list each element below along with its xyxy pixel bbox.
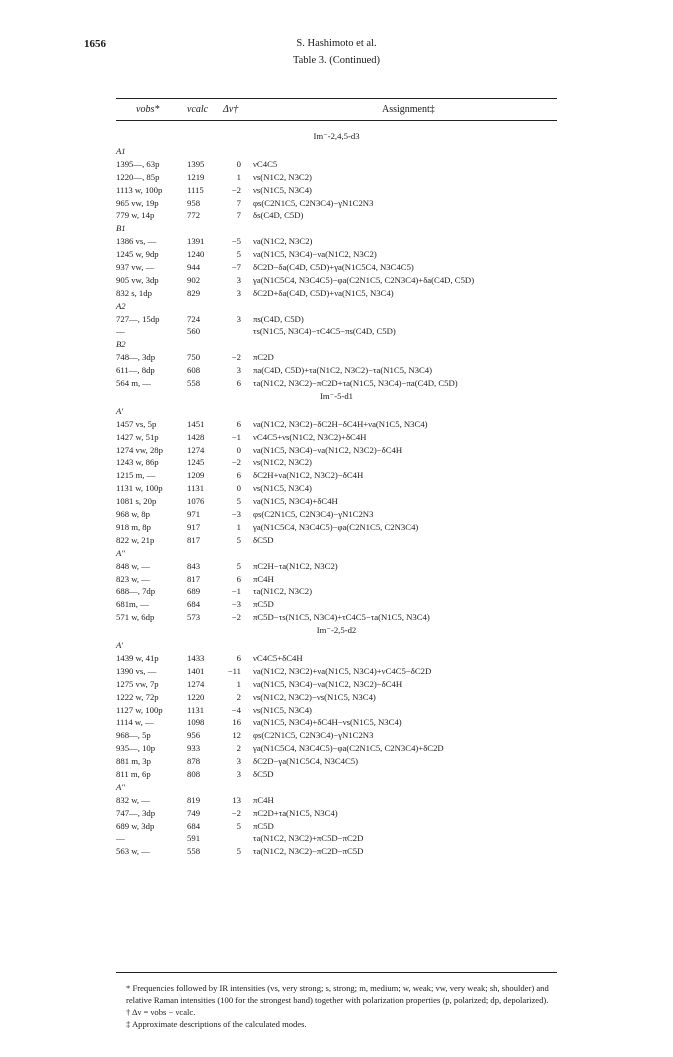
table-row xyxy=(0,560,673,573)
table-row xyxy=(0,716,673,729)
header-calc: νcalc xyxy=(187,104,209,115)
table-row xyxy=(0,209,673,222)
footnote-ddagger: ‡ Approximate descriptions of the calculated modes. xyxy=(126,1019,307,1029)
table-row xyxy=(0,364,673,377)
cell-assignment: πC2H−τa(N1C2, N3C2) xyxy=(253,560,338,571)
cell-obs: 1220—, 85p xyxy=(116,171,160,182)
cell-dv: 5 xyxy=(236,820,241,831)
cell-assignment: φs(C2N1C5, C2N3C4)−γN1C2N3 xyxy=(253,730,374,741)
cell-calc: 1131 xyxy=(187,704,205,715)
cell-dv: 7 xyxy=(236,197,241,208)
symmetry-label xyxy=(0,222,673,235)
cell-obs: 1243 w, 86p xyxy=(116,457,159,468)
table-row xyxy=(0,313,673,326)
table-header-rule xyxy=(116,120,557,121)
cell-calc: 1391 xyxy=(187,236,205,247)
cell-calc: 608 xyxy=(187,365,201,376)
cell-dv: 2 xyxy=(236,691,241,702)
table-body xyxy=(0,130,673,858)
cell-obs: 881 m, 3p xyxy=(116,756,151,767)
cell-obs: 1439 w, 41p xyxy=(116,652,159,663)
table-top-rule xyxy=(116,98,557,99)
cell-calc: 944 xyxy=(187,262,201,273)
symmetry-label-text: A2 xyxy=(116,300,126,311)
cell-obs: 1081 s, 20p xyxy=(116,496,157,507)
cell-obs: 1222 w, 72p xyxy=(116,691,159,702)
cell-assignment: νa(N1C2, N3C2) xyxy=(253,236,313,247)
table-row xyxy=(0,444,673,457)
table-row xyxy=(0,611,673,624)
footnote-dagger: † Δν = νobs − νcalc. xyxy=(126,1007,196,1017)
cell-calc: 684 xyxy=(187,599,201,610)
cell-obs: 968 w, 8p xyxy=(116,509,150,520)
cell-dv: −2 xyxy=(231,184,241,195)
cell-dv: −3 xyxy=(231,599,241,610)
table-row xyxy=(0,508,673,521)
cell-dv: 3 xyxy=(236,365,241,376)
cell-assignment: δC2D+δa(C4D, C5D)+νa(N1C5, N3C4) xyxy=(253,287,394,298)
table-row xyxy=(0,794,673,807)
table-row xyxy=(0,158,673,171)
cell-assignment: νs(N1C5, N3C4) xyxy=(253,184,312,195)
cell-obs: 965 vw, 19p xyxy=(116,197,159,208)
cell-assignment: πC5D xyxy=(253,599,274,610)
cell-obs: — xyxy=(116,326,125,337)
cell-assignment: δC5D xyxy=(253,534,274,545)
table-row xyxy=(0,197,673,210)
cell-calc: 1131 xyxy=(187,483,205,494)
table-row xyxy=(0,585,673,598)
cell-obs: 748—, 3dp xyxy=(116,352,156,363)
cell-calc: 956 xyxy=(187,730,201,741)
section-heading-text: Im⁻-5-d1 xyxy=(319,390,354,401)
footnote-star: * Frequencies followed by IR intensities (vs, very strong; s, strong; m, medium; w, weak; vw, very weak; sh, shoulder) and relative Raman intensities (100 for the strongest band) together with polarization properties (p, polarized; dp, depolarized). xyxy=(126,983,549,1005)
table-row xyxy=(0,456,673,469)
cell-assignment: πC5D−τs(N1C5, N3C4)+τC4C5−τa(N1C5, N3C4) xyxy=(253,612,430,623)
table-row xyxy=(0,820,673,833)
table-row xyxy=(0,418,673,431)
symmetry-label xyxy=(0,300,673,313)
table-row xyxy=(0,573,673,586)
cell-obs: 1386 vs, — xyxy=(116,236,157,247)
cell-assignment: νa(N1C5, N3C4)−νa(N1C2, N3C2) xyxy=(253,249,377,260)
symmetry-label xyxy=(0,547,673,560)
cell-obs: 1245 w, 9dp xyxy=(116,249,159,260)
cell-dv: −1 xyxy=(231,586,241,597)
cell-obs: 937 vw, — xyxy=(116,262,155,273)
cell-dv: 5 xyxy=(236,534,241,545)
cell-dv: 5 xyxy=(236,249,241,260)
header-dv: Δν† xyxy=(223,104,239,115)
cell-assignment: νa(N1C2, N3C2)+νa(N1C5, N3C4)+νC4C5−δC2D xyxy=(253,665,432,676)
cell-obs: 1274 vw, 28p xyxy=(116,444,163,455)
table-row xyxy=(0,768,673,781)
cell-dv: −2 xyxy=(231,457,241,468)
table-row xyxy=(0,832,673,845)
cell-dv: 6 xyxy=(236,573,241,584)
cell-assignment: νa(N1C5, N3C4)+δC4H xyxy=(253,496,338,507)
cell-dv: 6 xyxy=(236,378,241,389)
cell-dv: 0 xyxy=(236,158,241,169)
table-row xyxy=(0,482,673,495)
cell-dv: −11 xyxy=(227,665,241,676)
table-row xyxy=(0,845,673,858)
cell-calc: 1098 xyxy=(187,717,205,728)
cell-obs: 1113 w, 100p xyxy=(116,184,163,195)
cell-dv: 1 xyxy=(236,521,241,532)
cell-assignment: πs(C4D, C5D) xyxy=(253,313,304,324)
cell-obs: 918 m, 8p xyxy=(116,521,151,532)
cell-assignment: νa(N1C5, N3C4)−νa(N1C2, N3C2)−δC4H xyxy=(253,444,403,455)
table-row xyxy=(0,248,673,261)
cell-dv: −2 xyxy=(231,807,241,818)
table-row xyxy=(0,678,673,691)
table-row xyxy=(0,755,673,768)
symmetry-label xyxy=(0,781,673,794)
cell-dv: 6 xyxy=(236,470,241,481)
cell-obs: 832 s, 1dp xyxy=(116,287,152,298)
cell-assignment: νs(N1C5, N3C4) xyxy=(253,704,312,715)
cell-assignment: πa(C4D, C5D)+τa(N1C2, N3C2)−τa(N1C5, N3C4) xyxy=(253,365,432,376)
cell-obs: 968—, 5p xyxy=(116,730,151,741)
table-row xyxy=(0,325,673,338)
cell-calc: 1245 xyxy=(187,457,205,468)
cell-calc: 1401 xyxy=(187,665,205,676)
cell-calc: 591 xyxy=(187,833,201,844)
cell-obs: 681m, — xyxy=(116,599,149,610)
table-row xyxy=(0,704,673,717)
cell-calc: 843 xyxy=(187,560,201,571)
table-row xyxy=(0,171,673,184)
cell-calc: 1240 xyxy=(187,249,205,260)
table-row xyxy=(0,691,673,704)
cell-dv: −2 xyxy=(231,612,241,623)
cell-assignment: τa(N1C2, N3C2)+πC5D−πC2D xyxy=(253,833,364,844)
running-head: S. Hashimoto et al. xyxy=(296,38,377,49)
cell-obs: 1114 w, — xyxy=(116,717,154,728)
cell-obs: 1457 vs, 5p xyxy=(116,418,157,429)
cell-obs: 1131 w, 100p xyxy=(116,483,163,494)
section-heading-text: Im⁻-2,5-d2 xyxy=(316,625,357,636)
cell-obs: — xyxy=(116,833,125,844)
table-header-row xyxy=(0,102,673,118)
cell-dv: 6 xyxy=(236,418,241,429)
cell-assignment: νa(N1C5, N3C4)−νa(N1C2, N3C2)−δC4H xyxy=(253,678,403,689)
cell-calc: 1433 xyxy=(187,652,205,663)
cell-dv: 5 xyxy=(236,846,241,857)
cell-obs: 832 w, — xyxy=(116,794,150,805)
cell-obs: 611—, 8dp xyxy=(116,365,155,376)
cell-assignment: νs(N1C2, N3C2) xyxy=(253,457,312,468)
table-caption: Table 3. (Continued) xyxy=(292,55,381,66)
section-heading xyxy=(0,390,673,405)
table-row xyxy=(0,534,673,547)
cell-calc: 819 xyxy=(187,794,201,805)
cell-assignment: πC4H xyxy=(253,573,274,584)
cell-assignment: νs(N1C2, N3C2)−νs(N1C5, N3C4) xyxy=(253,691,376,702)
table-row xyxy=(0,742,673,755)
cell-dv: 12 xyxy=(232,730,241,741)
cell-assignment: φs(C2N1C5, C2N3C4)−γN1C2N3 xyxy=(253,197,374,208)
cell-obs: 823 w, — xyxy=(116,573,150,584)
cell-obs: 747—, 3dp xyxy=(116,807,156,818)
cell-calc: 917 xyxy=(187,521,201,532)
cell-assignment: δC2D−γa(N1C5C4, N3C4C5) xyxy=(253,756,359,767)
cell-assignment: νC4C5+νs(N1C2, N3C2)+δC4H xyxy=(253,431,367,442)
header-obs: νobs* xyxy=(136,104,160,115)
section-heading xyxy=(0,624,673,639)
cell-obs: 563 w, — xyxy=(116,846,150,857)
cell-dv: 1 xyxy=(236,171,241,182)
table-row xyxy=(0,469,673,482)
footnotes xyxy=(116,982,561,1030)
cell-dv: 0 xyxy=(236,483,241,494)
cell-dv: 6 xyxy=(236,652,241,663)
cell-dv: 16 xyxy=(232,717,241,728)
cell-dv: −4 xyxy=(231,704,241,715)
cell-calc: 933 xyxy=(187,743,201,754)
table-row xyxy=(0,729,673,742)
cell-dv: 3 xyxy=(236,768,241,779)
symmetry-label-text: A′ xyxy=(116,640,124,651)
section-heading xyxy=(0,130,673,145)
cell-calc: 817 xyxy=(187,534,201,545)
cell-dv: 0 xyxy=(236,444,241,455)
symmetry-label-text: A″ xyxy=(116,547,125,558)
cell-assignment: δC2D−δa(C4D, C5D)+γa(N1C5C4, N3C4C5) xyxy=(253,262,414,273)
table-row xyxy=(0,652,673,665)
table-row xyxy=(0,274,673,287)
cell-assignment: νa(N1C5, N3C4)+δC4H−νs(N1C5, N3C4) xyxy=(253,717,402,728)
cell-dv: 2 xyxy=(236,743,241,754)
symmetry-label xyxy=(0,145,673,158)
page-number: 1656 xyxy=(84,38,106,50)
cell-obs: 779 w, 14p xyxy=(116,210,155,221)
table-row xyxy=(0,665,673,678)
symmetry-label-text: B1 xyxy=(116,223,126,234)
cell-dv: 3 xyxy=(236,313,241,324)
cell-assignment: δC2H+νa(N1C2, N3C2)−δC4H xyxy=(253,470,364,481)
cell-obs: 1127 w, 100p xyxy=(116,704,163,715)
cell-assignment: τs(N1C5, N3C4)−τC4C5−πs(C4D, C5D) xyxy=(253,326,396,337)
cell-assignment: νs(N1C2, N3C2) xyxy=(253,171,312,182)
cell-obs: 811 m, 6p xyxy=(116,768,151,779)
cell-dv: −5 xyxy=(231,236,241,247)
table-row xyxy=(0,807,673,820)
cell-assignment: τa(N1C2, N3C2)−πC2D+τa(N1C5, N3C4)−πa(C4D, C5D) xyxy=(253,378,458,389)
cell-calc: 1220 xyxy=(187,691,205,702)
cell-obs: 727—, 15dp xyxy=(116,313,160,324)
cell-dv: 13 xyxy=(232,794,241,805)
cell-calc: 558 xyxy=(187,846,201,857)
cell-dv: 3 xyxy=(236,287,241,298)
cell-calc: 772 xyxy=(187,210,201,221)
cell-dv: −7 xyxy=(231,262,241,273)
cell-assignment: δs(C4D, C5D) xyxy=(253,210,304,221)
cell-assignment: φs(C2N1C5, C2N3C4)−γN1C2N3 xyxy=(253,509,374,520)
table-row xyxy=(0,377,673,390)
cell-dv: 3 xyxy=(236,756,241,767)
symmetry-label xyxy=(0,338,673,351)
cell-dv: 5 xyxy=(236,560,241,571)
symmetry-label xyxy=(0,405,673,418)
cell-calc: 749 xyxy=(187,807,201,818)
cell-calc: 1274 xyxy=(187,678,205,689)
cell-assignment: δC5D xyxy=(253,768,274,779)
cell-dv: 3 xyxy=(236,274,241,285)
cell-assignment: γa(N1C5C4, N3C4C5)−φa(C2N1C5, C2N3C4)+δC2D xyxy=(253,743,444,754)
cell-calc: 558 xyxy=(187,378,201,389)
table-row xyxy=(0,521,673,534)
cell-obs: 822 w, 21p xyxy=(116,534,155,545)
section-heading-text: Im⁻-2,4,5-d3 xyxy=(313,131,360,141)
cell-dv: 5 xyxy=(236,496,241,507)
cell-calc: 560 xyxy=(187,326,201,337)
cell-dv: 7 xyxy=(236,210,241,221)
cell-calc: 878 xyxy=(187,756,201,767)
cell-calc: 971 xyxy=(187,509,201,520)
cell-calc: 1076 xyxy=(187,496,205,507)
cell-assignment: νC4C5+δC4H xyxy=(253,652,303,663)
cell-calc: 958 xyxy=(187,197,201,208)
cell-obs: 688—, 7dp xyxy=(116,586,156,597)
cell-obs: 689 w, 3dp xyxy=(116,820,155,831)
cell-calc: 573 xyxy=(187,612,201,623)
cell-calc: 724 xyxy=(187,313,201,324)
cell-calc: 1219 xyxy=(187,171,205,182)
header-assignment: Assignment‡ xyxy=(382,104,435,115)
cell-obs: 935—, 10p xyxy=(116,743,156,754)
cell-dv: −2 xyxy=(231,352,241,363)
cell-assignment: πC4H xyxy=(253,794,274,805)
cell-calc: 829 xyxy=(187,287,201,298)
cell-obs: 905 vw, 3dp xyxy=(116,274,159,285)
cell-assignment: νa(N1C2, N3C2)−δC2H−δC4H+νa(N1C5, N3C4) xyxy=(253,418,428,429)
symmetry-label xyxy=(0,639,673,652)
cell-assignment: πC5D xyxy=(253,820,274,831)
table-row xyxy=(0,235,673,248)
cell-obs: 1215 m, — xyxy=(116,470,156,481)
cell-calc: 1115 xyxy=(187,184,204,195)
table-row xyxy=(0,184,673,197)
cell-dv: −1 xyxy=(231,431,241,442)
table-row xyxy=(0,431,673,444)
cell-obs: 1390 vs, — xyxy=(116,665,157,676)
cell-calc: 808 xyxy=(187,768,201,779)
cell-calc: 1274 xyxy=(187,444,205,455)
cell-calc: 1428 xyxy=(187,431,205,442)
cell-assignment: νC4C5 xyxy=(253,158,278,169)
symmetry-label-text: A′ xyxy=(116,405,124,416)
table-row xyxy=(0,495,673,508)
table-row xyxy=(0,598,673,611)
cell-calc: 1451 xyxy=(187,418,205,429)
symmetry-label-text: B2 xyxy=(116,339,126,350)
cell-calc: 902 xyxy=(187,274,201,285)
cell-calc: 750 xyxy=(187,352,201,363)
cell-obs: 571 w, 6dp xyxy=(116,612,155,623)
cell-calc: 1209 xyxy=(187,470,205,481)
cell-assignment: γa(N1C5C4, N3C4C5)−φa(C2N1C5, C2N3C4)+δa(C4D, C5D) xyxy=(253,274,475,285)
cell-calc: 817 xyxy=(187,573,201,584)
cell-assignment: πC2D+τa(N1C5, N3C4) xyxy=(253,807,338,818)
table-bottom-rule xyxy=(116,972,557,973)
symmetry-label-text: A1 xyxy=(116,146,126,156)
cell-obs: 564 m, — xyxy=(116,378,151,389)
cell-assignment: τa(N1C2, N3C2) xyxy=(253,586,312,597)
cell-dv: −3 xyxy=(231,509,241,520)
symmetry-label-text: A″ xyxy=(116,781,125,792)
cell-obs: 1395—, 63p xyxy=(116,158,160,169)
cell-calc: 689 xyxy=(187,586,201,597)
cell-assignment: νs(N1C5, N3C4) xyxy=(253,483,312,494)
cell-dv: 1 xyxy=(236,678,241,689)
cell-calc: 1395 xyxy=(187,158,205,169)
cell-calc: 684 xyxy=(187,820,201,831)
table-row xyxy=(0,261,673,274)
table-row xyxy=(0,351,673,364)
cell-assignment: πC2D xyxy=(253,352,274,363)
cell-obs: 1275 vw, 7p xyxy=(116,678,159,689)
cell-obs: 1427 w, 51p xyxy=(116,431,159,442)
table-row xyxy=(0,287,673,300)
cell-assignment: τa(N1C2, N3C2)−πC2D−πC5D xyxy=(253,846,364,857)
cell-assignment: γa(N1C5C4, N3C4C5)−φa(C2N1C5, C2N3C4) xyxy=(253,521,419,532)
cell-obs: 848 w, — xyxy=(116,560,150,571)
